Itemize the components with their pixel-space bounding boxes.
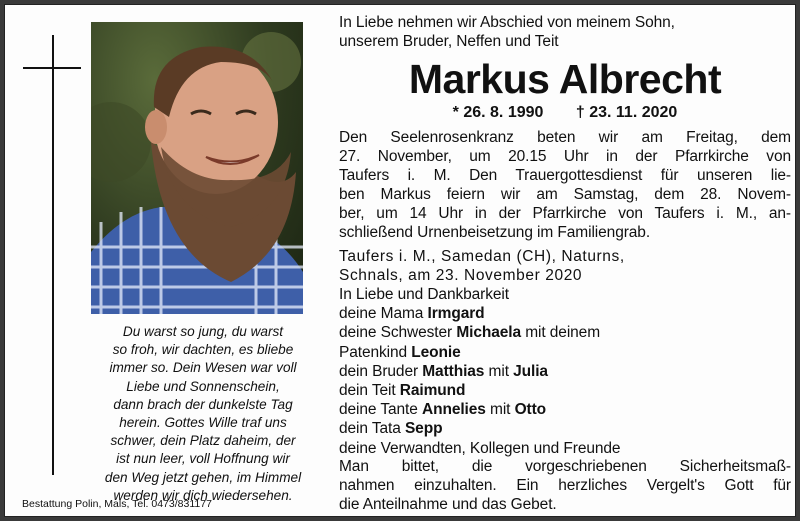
request-line: die Anteilnahme und das Gebet. [339, 496, 557, 514]
closing-request [339, 457, 791, 514]
death-date: † 23. 11. 2020 [575, 104, 678, 121]
service-line: Den Seelenrosenkranz beten wir am Freitag, dem [339, 129, 791, 146]
mourners-list [339, 285, 620, 458]
verse-line: ist nun leer, voll Hoffnung wir [116, 451, 290, 467]
service-line: ber, um 14 Uhr in der Pfarrkirche von Taufers i. M., an- [339, 205, 791, 223]
verse-line: den Weg jetzt gehen, im Himmel [104, 469, 302, 485]
mourner-line: deine Mama Irmgard [339, 305, 485, 323]
mourner-line: dein Tata Sepp [339, 420, 443, 438]
service-line: schließend Urnenbeisetzung im Familiengrab. [339, 224, 651, 242]
place-and-date [339, 247, 639, 285]
birth-date: * 26. 8. 1990 [452, 104, 544, 121]
obituary-card [4, 4, 796, 517]
mourner-line: In Liebe und Dankbarkeit [339, 286, 509, 303]
cross-icon [52, 35, 54, 475]
request-line: Man bittet, die vorgeschriebenen Sicherheitsmaß- [339, 458, 791, 475]
memorial-verse [89, 323, 317, 505]
mourner-line: deine Schwester Michaela mit deinem [339, 324, 601, 342]
verse-line: schwer, dein Platz daheim, der [110, 433, 296, 449]
intro-text [339, 13, 675, 51]
request-line: nahmen einzuhalten. Ein herzliches Vergelt's Gott für [339, 477, 791, 495]
service-line: 27. November, um 20.15 Uhr in der Pfarrkirche von [339, 148, 791, 166]
intro-line: unserem Bruder, Neffen und Teit [339, 33, 559, 51]
service-line: ben Markus feiern wir am Samstag, dem 28. Novem- [339, 186, 791, 204]
deceased-name: Markus Albrecht [408, 56, 722, 102]
service-line: Taufers i. M. Den Trauergottesdienst für unseren lie- [339, 167, 791, 185]
verse-line: herein. Gottes Wille traf uns [119, 415, 287, 431]
intro-line: In Liebe nehmen wir Abschied von meinem Sohn, [339, 14, 675, 31]
service-details [339, 128, 791, 243]
verse-line: dann brach der dunkelste Tag [113, 396, 293, 412]
mourner-line: deine Verwandten, Kollegen und Freunde [339, 439, 621, 457]
verse-line: Du warst so jung, du warst [122, 324, 284, 339]
mourner-line: dein Teit Raimund [339, 382, 466, 400]
mourner-line: Patenkind Leonie [339, 343, 461, 361]
verse-line: Liebe und Sonnenschein, [126, 378, 280, 394]
life-dates [339, 104, 791, 122]
cross-icon-bar [23, 67, 81, 69]
portrait-photo [91, 22, 303, 314]
mourner-line: dein Bruder Matthias mit Julia [339, 362, 548, 380]
verse-line: so froh, wir dachten, es bliebe [112, 342, 294, 358]
verse-line: werden wir dich wiedersehen. [113, 487, 293, 503]
place-line: Taufers i. M., Samedan (CH), Naturns, [339, 248, 625, 265]
mourner-line: deine Tante Annelies mit Otto [339, 401, 547, 419]
funeral-home-contact: Bestattung Polin, Mals, Tel. 0473/831177 [22, 498, 212, 510]
verse-line: immer so. Dein Wesen war voll [109, 360, 297, 376]
place-line: Schnals, am 23. November 2020 [339, 267, 583, 285]
